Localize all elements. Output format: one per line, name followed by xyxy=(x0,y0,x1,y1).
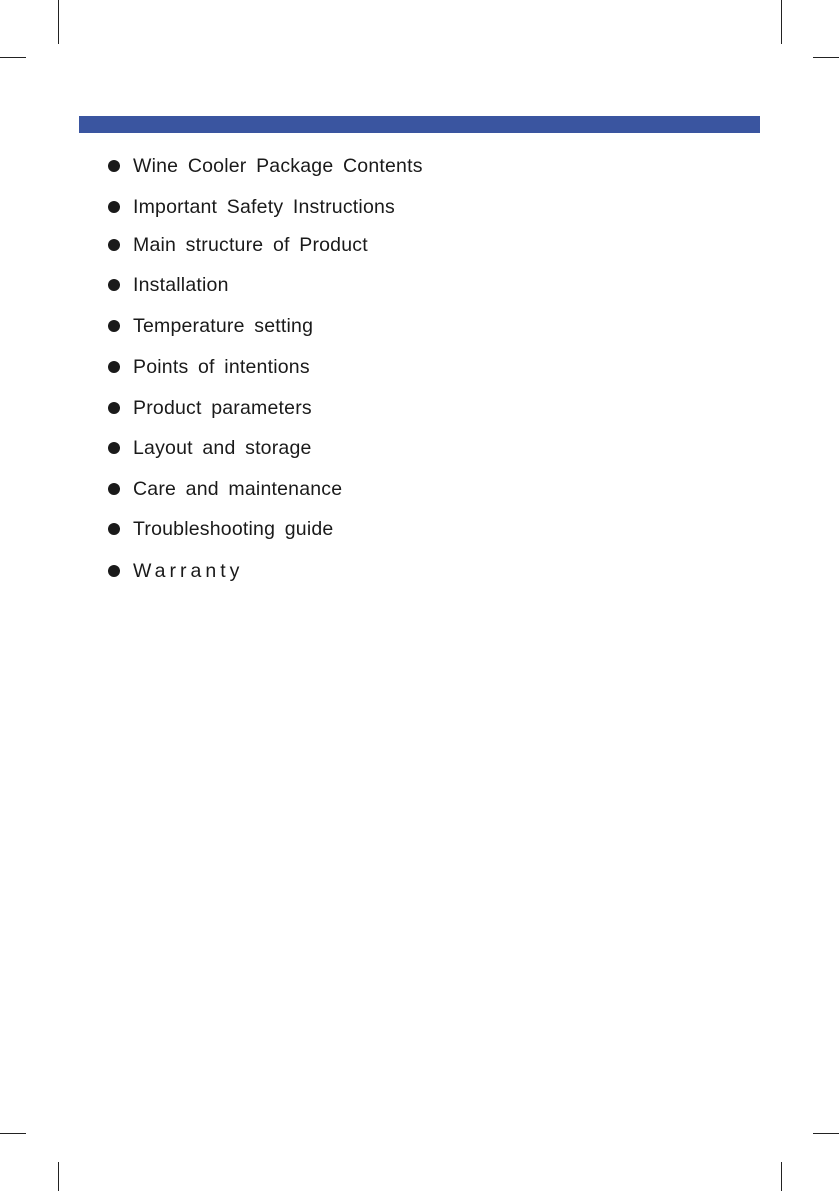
bullet-icon xyxy=(108,483,120,495)
bullet-icon xyxy=(108,523,120,535)
bullet-icon xyxy=(108,565,120,577)
bullet-icon xyxy=(108,361,120,373)
contents-item-product-parameters xyxy=(108,396,312,420)
contents-item-label: Important Safety Instructions xyxy=(133,195,395,218)
contents-item-safety-instructions xyxy=(108,195,395,219)
bullet-icon xyxy=(108,442,120,454)
crop-mark-top-right-horizontal xyxy=(813,57,839,58)
crop-mark-bottom-left-horizontal xyxy=(0,1133,26,1134)
contents-item-points-of-intentions xyxy=(108,355,310,379)
bullet-icon xyxy=(108,160,120,172)
contents-item-label: Warranty xyxy=(133,559,244,582)
contents-item-main-structure xyxy=(108,233,368,257)
crop-mark-bottom-right-horizontal xyxy=(813,1133,839,1134)
contents-item-layout-and-storage xyxy=(108,436,312,460)
contents-item-troubleshooting-guide xyxy=(108,517,333,541)
header-bar xyxy=(79,116,760,133)
crop-mark-top-right-vertical xyxy=(781,0,782,44)
bullet-icon xyxy=(108,279,120,291)
contents-item-package-contents xyxy=(108,154,423,178)
contents-item-care-and-maintenance xyxy=(108,477,342,501)
crop-mark-top-left-vertical xyxy=(58,0,59,44)
contents-item-label: Care and maintenance xyxy=(133,477,343,500)
bullet-icon xyxy=(108,201,120,213)
bullet-icon xyxy=(108,239,120,251)
contents-item-label: Points of intentions xyxy=(133,355,310,378)
bullet-icon xyxy=(108,320,120,332)
bullet-icon xyxy=(108,402,120,414)
contents-item-label: Troubleshooting guide xyxy=(133,517,334,540)
contents-item-label: Wine Cooler Package Contents xyxy=(133,154,423,177)
crop-mark-bottom-right-vertical xyxy=(781,1162,782,1191)
contents-item-warranty xyxy=(108,559,243,583)
crop-mark-top-left-horizontal xyxy=(0,57,26,58)
contents-item-label: Layout and storage xyxy=(133,436,312,459)
contents-item-temperature-setting xyxy=(108,314,313,338)
contents-item-label: Product parameters xyxy=(133,396,312,419)
contents-item-installation xyxy=(108,273,229,297)
contents-item-label: Main structure of Product xyxy=(133,233,368,256)
contents-item-label: Installation xyxy=(133,273,229,296)
contents-item-label: Temperature setting xyxy=(133,314,314,337)
crop-mark-bottom-left-vertical xyxy=(58,1162,59,1191)
